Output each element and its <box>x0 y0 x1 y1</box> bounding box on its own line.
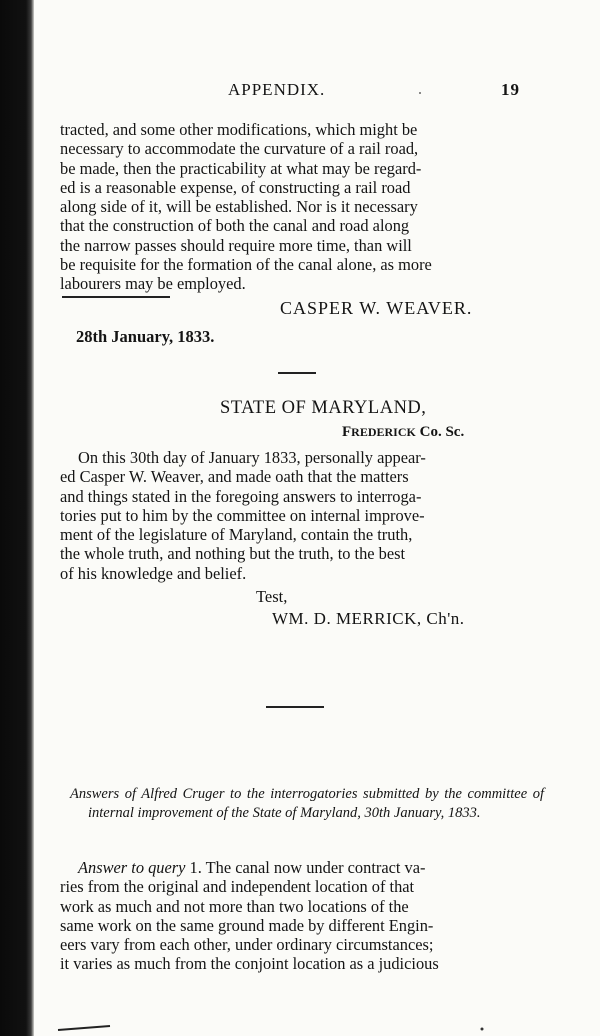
text-line: that the construction of both the canal and road along <box>60 216 410 236</box>
text-line: necessary to accommodate the curvature of a rail road, <box>60 139 419 159</box>
scan-speck <box>481 1028 484 1031</box>
answer-number: 1. <box>189 858 202 877</box>
signature-merrick: WM. D. MERRICK, Ch'n. <box>272 609 465 628</box>
scan-speck <box>419 92 421 94</box>
text-line: work as much and not more than two locations of the <box>60 896 409 916</box>
scan-speck <box>58 1026 110 1030</box>
text-line: be requisite for the formation of the canal alone, as more <box>60 255 432 275</box>
answers-heading: Answers of Alfred Cruger to the interrogatories submitted by the committee of internal improvement of the State of Maryland, 30th January, 1833. <box>70 786 544 821</box>
text-line: same work on the same ground made by different Engin- <box>60 915 434 935</box>
text-line: and things stated in the foregoing answers to interroga- <box>60 486 422 506</box>
signature-weaver: CASPER W. WEAVER. <box>280 298 473 318</box>
text-line: the narrow passes should require more time, than will <box>60 235 412 255</box>
text-line: tories put to him by the committee on internal improve- <box>60 505 425 525</box>
text-line: ed Casper W. Weaver, and made oath that the matters <box>60 467 409 487</box>
county-smallcaps: REDERICK <box>351 425 416 439</box>
text-line: the whole truth, and nothing but the truth, to the best <box>60 544 406 564</box>
header-title: APPENDIX. <box>228 80 326 99</box>
text-line: it varies as much from the conjoint location as a judicious <box>60 954 439 974</box>
text-line: be made, then the practicability at what may be regard- <box>60 158 422 178</box>
answer-label: Answer to query <box>78 858 186 877</box>
text-line: eers vary from each other, under ordinary circumstances; <box>60 935 434 955</box>
answer-first-text: The canal now under contract va- <box>205 858 426 877</box>
date-line: 28th January, 1833. <box>76 327 215 346</box>
state-heading: STATE OF MARYLAND, <box>220 398 427 418</box>
text-line: along side of it, will be established. Nor is it necessary <box>60 197 418 217</box>
text-line: ment of the legislature of Maryland, contain the truth, <box>60 525 413 545</box>
text-line: of his knowledge and belief. <box>60 563 247 583</box>
text-line: tracted, and some other modifications, which might be <box>60 120 418 139</box>
county-initial: F <box>342 424 352 440</box>
county-tail: Co. Sc. <box>419 424 465 440</box>
text-line: ed is a reasonable expense, of constructing a rail road <box>60 177 411 197</box>
text-line: On this 30th day of January 1833, personally appear- <box>78 448 426 467</box>
text-line: ries from the original and independent location of that <box>60 877 415 897</box>
text-line: labourers may be employed. <box>60 274 246 294</box>
page-number: 19 <box>501 80 520 99</box>
test-label: Test, <box>256 587 288 606</box>
